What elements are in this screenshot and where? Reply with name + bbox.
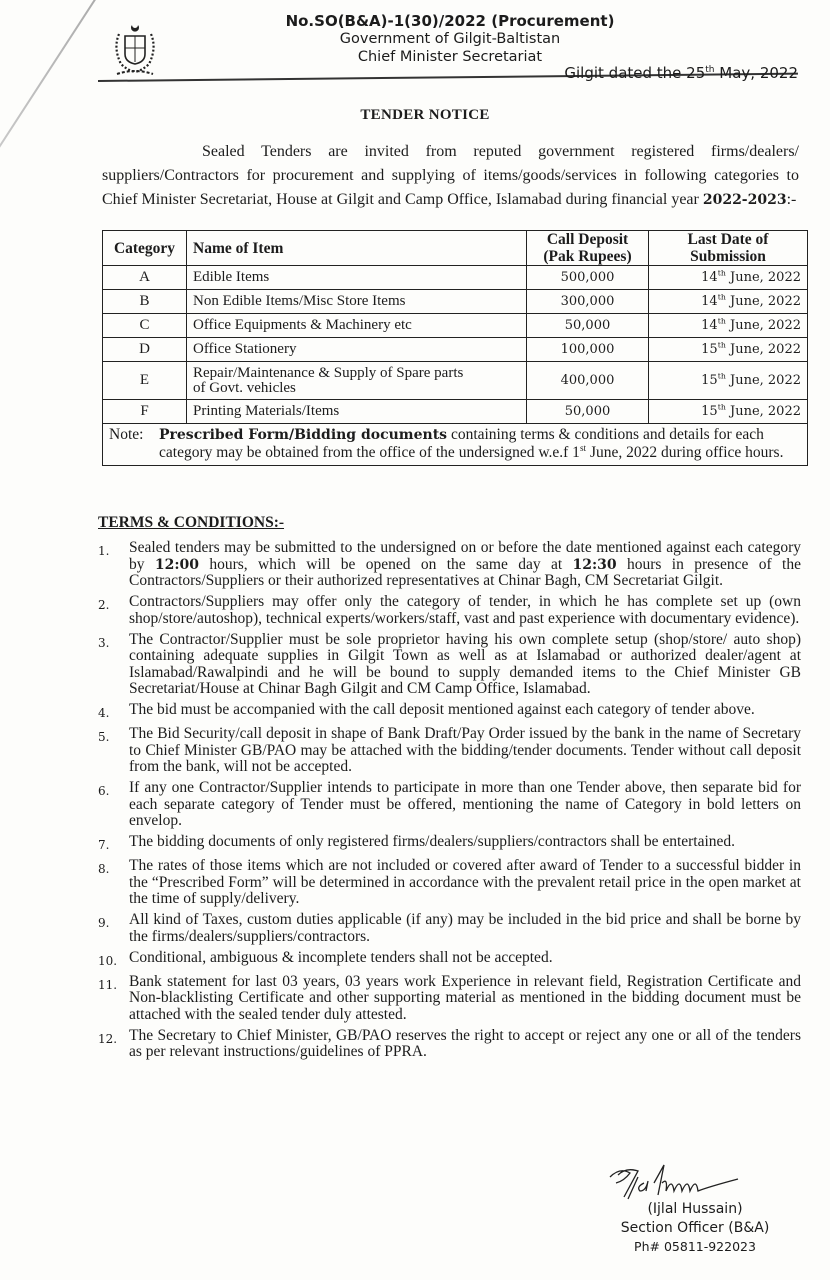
list-item: 5. The Bid Security/call deposit in shape of Bank Draft/Pay Order issued by the bank in the name of Secretary to Chief Minister GB/PAO may be attached with the bidding/tender documents. Tender without call deposit from the bank, will not be accepted. [98, 725, 801, 775]
signatory-block [595, 1200, 795, 1255]
state-emblem-icon [105, 22, 165, 82]
table-row: E Repair/Maintenance & Supply of Spare parts of Govt. vehicles 400,000 15th June, 2022 [103, 362, 808, 400]
tender-table [102, 230, 808, 466]
government-name: Government of Gilgit-Baltistan [339, 31, 561, 47]
list-item: 9. All kind of Taxes, custom duties applicable (if any) may be included in the bid price and shall be borne by the firms/dealers/suppliers/contractors. [98, 911, 801, 945]
list-item: 4. The bid must be accompanied with the call deposit mentioned against each category of tender above. [98, 701, 755, 720]
paper-fold-edge [0, 0, 102, 167]
table-row: A Edible Items 500,000 14th June, 2022 [103, 266, 808, 290]
signature-scribble-icon [600, 1163, 780, 1203]
note-label: Note: [109, 426, 144, 443]
list-item: 3. The Contractor/Supplier must be sole proprietor having his own complete setup (shop/store/ auto shop) containing adequate supplies in Gilgit Town as well as at Islamabad or authorized dealer/agent at Islamabad/Rawalpindi and he will be bound to supply demanded items to the Chief Minister GB Secretariat/House at Chinar Bagh Gilgit and CM Camp Office, Islamabad. [98, 630, 801, 697]
list-item: 11. Bank statement for last 03 years, 03 years work Experience in relevant field, Registration Certificate and Non-blacklisting Certificate and other supporting material as mentioned in the bidding document must be attached with the sealed tender duly attested. [98, 972, 801, 1023]
list-item: 10. Conditional, ambiguous & incomplete tenders shall not be accepted. [98, 948, 553, 968]
table-row: D Office Stationery 100,000 15th June, 2022 [103, 338, 808, 362]
header-date: Last Date of Submission [649, 231, 808, 266]
list-item: 1. Sealed tenders may be submitted to the undersigned on or before the date mentioned against each category by 12:00 hours, which will be opened on the same day at 12:30 hours in presence of the Contractors/Suppliers or their authorized representatives at Chinar Bagh, CM Secretariat Gilgit. [98, 539, 801, 589]
page-title: TENDER NOTICE [360, 107, 490, 123]
office-name: Chief Minister Secretariat [357, 49, 543, 65]
note-text: Prescribed Form/Bidding documents containing terms & conditions and details for each category may be obtained from the office of the undersigned w.e.f 1st June, 2022 during office hours. [159, 426, 784, 461]
list-item: 12. The Secretary to Chief Minister, GB/PAO reserves the right to accept or reject any one or all of the tenders as per relevant instructions/guidelines of PPRA. [98, 1026, 801, 1060]
list-item: 8. The rates of those items which are not included or covered after award of Tender to a successful bidder in the “Prescribed Form” will be determined in accordance with the prevalent retail price in the open market at the time of supply/delivery. [98, 857, 801, 907]
header-item: Name of Item [187, 231, 527, 266]
reference-number: No.SO(B&A)-1(30)/2022 (Procurement) [285, 12, 615, 30]
table-row: B Non Edible Items/Misc Store Items 300,000 14th June, 2022 [103, 290, 808, 314]
table-note-row [103, 424, 808, 466]
issue-date: Gilgit dated the 25th May, 2022 [564, 64, 798, 82]
signatory-designation: Section Officer (B&A) [620, 1220, 770, 1236]
table-row: C Office Equipments & Machinery etc 50,000 14th June, 2022 [103, 314, 808, 338]
signatory-phone: Ph# 05811-922023 [634, 1239, 756, 1254]
header-deposit: Call Deposit (Pak Rupees) [527, 231, 649, 266]
terms-heading: TERMS & CONDITIONS:- [98, 514, 285, 531]
letterhead [280, 12, 620, 66]
table-row: F Printing Materials/Items 50,000 15th June, 2022 [103, 400, 808, 424]
list-item: 6. If any one Contractor/Supplier intends to participate in more than one Tender above, then separate bid for each separate category of Tender must be offered, mentioning the name of Category in bold letters on envelop. [98, 779, 801, 829]
terms-list [98, 540, 801, 1065]
signatory-name: (Ijlal Hussain) [647, 1201, 743, 1217]
list-item: 2. Contractors/Suppliers may offer only the category of tender, in which he has complete set up (own shop/store/autoshop), technical experts/workers/staff, vast and past experience with documentary evidence). [98, 593, 801, 627]
table-header-row [103, 231, 808, 266]
intro-paragraph: Sealed Tenders are invited from reputed government registered firms/dealers/ suppliers/Contractors for procurement and supplying of items/goods/services in following categories to Chief Minister Secretariat, House at Gilgit and Camp Office, Islamabad during financial year 2022-2023:- [102, 143, 799, 208]
header-category: Category [103, 231, 187, 266]
list-item: 7. The bidding documents of only registered firms/dealers/suppliers/contractors shall be entertained. [98, 833, 736, 852]
